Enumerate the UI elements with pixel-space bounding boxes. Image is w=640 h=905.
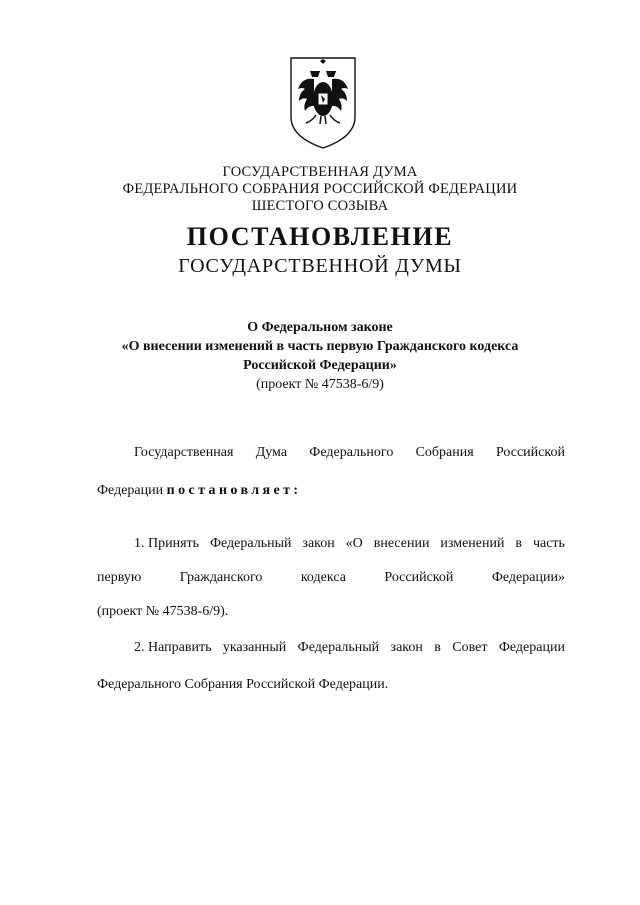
word: 1. Принять (134, 536, 200, 551)
word: часть (532, 536, 565, 551)
subject-line-2: «О внесении изменений в часть первую Гражданского кодекса (121, 339, 519, 354)
item-2-line-2: Федерального Собрания Российской Федерации. (97, 677, 389, 692)
word: Дума (255, 445, 288, 460)
project-number: (проект № 47538-6/9) (256, 377, 384, 392)
item-2-line-1 (134, 640, 565, 656)
header-line-duma: ГОСУДАРСТВЕННАЯ ДУМА (222, 164, 418, 180)
subject-line-1: О Федеральном законе (247, 320, 393, 335)
document-title: ПОСТАНОВЛЕНИЕ (186, 222, 454, 251)
header-line-convocation: ШЕСТОГО СОЗЫВА (251, 198, 389, 214)
word: Федерации (498, 640, 565, 655)
word: Собрания (415, 445, 474, 460)
word: Совет (452, 640, 488, 655)
word: кодекса (300, 570, 346, 585)
word: Российской (495, 445, 565, 460)
item-1-line-2 (97, 570, 565, 586)
word: Государственная (134, 445, 234, 460)
item-1-line-1 (134, 536, 565, 552)
subject-line-3: Российской Федерации» (243, 358, 397, 373)
item-1-line-3: (проект № 47538-6/9). (97, 604, 229, 619)
word: изменений (440, 536, 505, 551)
word: Федерации (97, 483, 164, 498)
intro-paragraph-line-1 (134, 445, 565, 461)
word: 2. Направить (134, 640, 212, 655)
word: Федерального (309, 445, 394, 460)
word: указанный (222, 640, 287, 655)
word: Федеральный (209, 536, 292, 551)
word: Российской (384, 570, 454, 585)
header-line-assembly: ФЕДЕРАЛЬНОГО СОБРАНИЯ РОССИЙСКОЙ ФЕДЕРАЦИИ (122, 181, 518, 197)
word: в (434, 640, 441, 655)
word: закон (302, 536, 335, 551)
word: Федерации» (491, 570, 565, 585)
word: в (515, 536, 523, 551)
word: «О (345, 536, 363, 551)
word: внесении (373, 536, 430, 551)
word: первую (97, 570, 142, 585)
word: Гражданского (179, 570, 263, 585)
intro-paragraph-line-2 (97, 483, 301, 499)
word: закон (390, 640, 423, 655)
word: Федеральный (297, 640, 380, 655)
resolves-word: постановляет: (166, 483, 302, 498)
coat-of-arms-emblem (288, 55, 358, 150)
document-subtitle: ГОСУДАРСТВЕННОЙ ДУМЫ (178, 255, 462, 277)
